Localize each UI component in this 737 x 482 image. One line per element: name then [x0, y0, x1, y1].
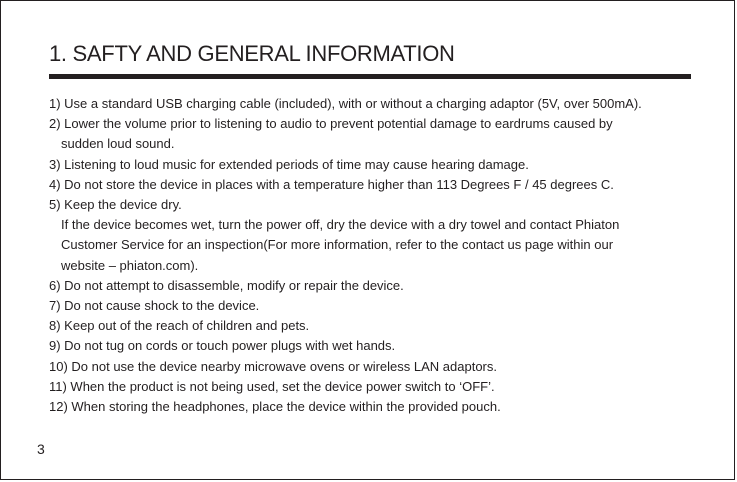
safety-list — [49, 94, 699, 417]
list-item-continuation: website – phiaton.com). — [61, 257, 199, 273]
list-item: 9) Do not tug on cords or touch power plugs with wet hands. — [49, 338, 396, 354]
list-item: 5) Keep the device dry. — [49, 197, 182, 213]
list-item: 2) Lower the volume prior to listening to audio to prevent potential damage to eardrums caused by — [49, 116, 613, 132]
list-item-continuation: Customer Service for an inspection(For more information, refer to the contact us page within our — [61, 237, 614, 253]
section-title: 1. SAFTY AND GENERAL INFORMATION — [49, 41, 455, 66]
list-item: 6) Do not attempt to disassemble, modify or repair the device. — [49, 277, 404, 293]
list-item: 3) Listening to loud music for extended periods of time may cause hearing damage. — [49, 156, 529, 172]
list-item-continuation: sudden loud sound. — [61, 136, 175, 152]
list-item: 12) When storing the headphones, place the device within the provided pouch. — [49, 399, 501, 415]
list-item: 11) When the product is not being used, set the device power switch to ‘OFF’. — [49, 378, 495, 394]
list-item: 4) Do not store the device in places with a temperature higher than 113 Degrees F / 45 degrees C. — [49, 176, 614, 192]
page-number: 3 — [37, 441, 45, 457]
list-item: 10) Do not use the device nearby microwave ovens or wireless LAN adaptors. — [49, 358, 497, 374]
list-item: 1) Use a standard USB charging cable (included), with or without a charging adaptor (5V, over 500mA). — [49, 96, 642, 111]
title-underline — [49, 74, 691, 79]
list-item: 8) Keep out of the reach of children and pets. — [49, 318, 310, 334]
list-item: 7) Do not cause shock to the device. — [49, 298, 260, 314]
list-item-continuation: If the device becomes wet, turn the power off, dry the device with a dry towel and contact Phiaton — [61, 217, 620, 233]
